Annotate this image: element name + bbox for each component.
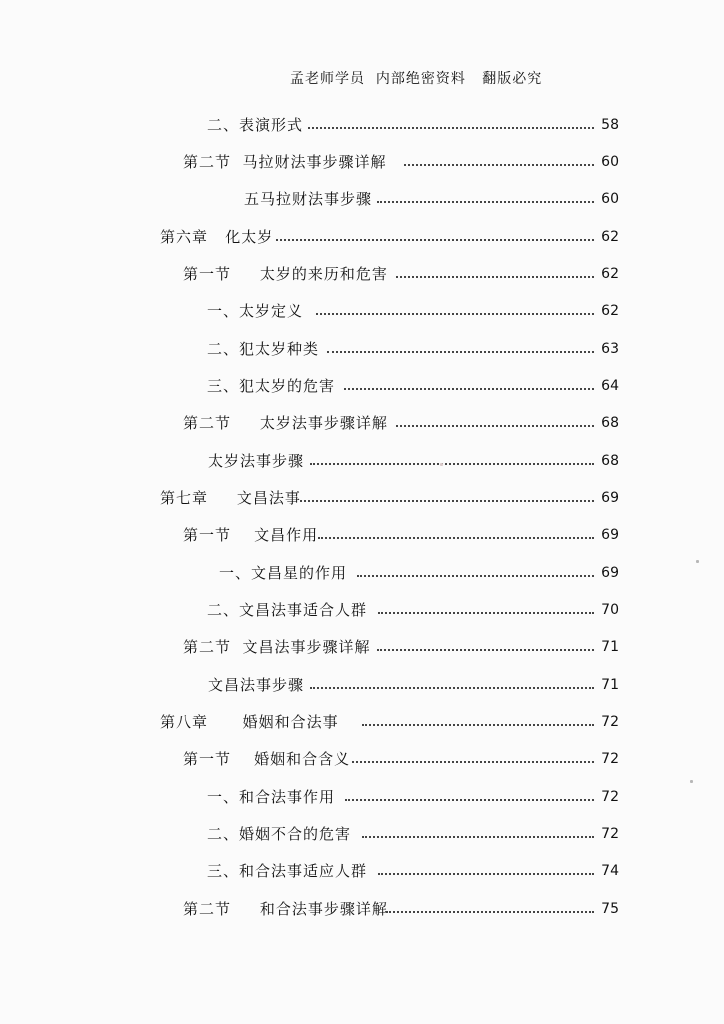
toc-entry[interactable]	[0, 449, 724, 473]
toc-entry-label: 第二节 文昌法事步骤详解	[183, 638, 371, 656]
toc-entry[interactable]	[0, 710, 724, 734]
toc-entry[interactable]	[0, 486, 724, 510]
toc-page-number: 62	[601, 229, 619, 245]
toc-page-number: 71	[601, 677, 619, 693]
toc-entry[interactable]	[0, 785, 724, 809]
toc-leader	[357, 575, 594, 577]
toc-entry[interactable]	[0, 747, 724, 771]
scan-speck	[440, 463, 443, 466]
toc-page-number: 68	[601, 453, 619, 469]
toc-page-number: 68	[601, 415, 619, 431]
toc-leader	[276, 239, 594, 241]
toc-leader	[310, 463, 594, 465]
toc-entry[interactable]	[0, 187, 724, 211]
toc-page-number: 60	[601, 191, 619, 207]
toc-page-number: 71	[601, 639, 619, 655]
toc-leader	[404, 164, 594, 166]
toc-leader	[308, 127, 594, 129]
toc-leader	[362, 724, 594, 726]
toc-entry-label: 太岁法事步骤	[208, 452, 305, 470]
toc-entry-label: 五马拉财法事步骤	[244, 190, 373, 208]
toc-leader	[386, 911, 594, 913]
toc-page-number: 64	[601, 378, 619, 394]
header-text: 孟老师学员 内部绝密资料 翻版必究	[290, 71, 543, 87]
toc-page-number: 63	[601, 341, 619, 357]
toc-entry-label: 第八章 婚姻和合法事	[160, 713, 339, 731]
toc-entry-label: 第六章 化太岁	[160, 228, 274, 246]
toc-leader	[377, 649, 594, 651]
scan-speck	[690, 780, 693, 783]
toc-entry[interactable]	[0, 523, 724, 547]
toc-page-number: 72	[601, 826, 619, 842]
toc-entry-label: 第二节 马拉财法事步骤详解	[183, 153, 387, 171]
toc-page-number: 72	[601, 714, 619, 730]
toc-page-number: 70	[601, 602, 619, 618]
toc-entry[interactable]	[0, 635, 724, 659]
toc-page-number: 60	[601, 154, 619, 170]
toc-entry-label: 一、文昌星的作用	[219, 564, 348, 582]
toc-leader	[378, 612, 594, 614]
toc-entry[interactable]	[0, 598, 724, 622]
toc-entry[interactable]	[0, 113, 724, 137]
toc-entry[interactable]	[0, 262, 724, 286]
toc-entry-label: 二、表演形式	[207, 116, 304, 134]
toc-leader	[327, 351, 594, 353]
toc-entry[interactable]	[0, 337, 724, 361]
toc-entry[interactable]	[0, 225, 724, 249]
toc-leader	[300, 500, 594, 502]
toc-leader	[378, 873, 594, 875]
toc-entry-label: 第一节 太岁的来历和危害	[183, 265, 388, 283]
toc-entry-label: 一、和合法事作用	[207, 788, 336, 806]
toc-leader	[310, 687, 594, 689]
toc-entry[interactable]	[0, 411, 724, 435]
toc-entry-label: 第二节 太岁法事步骤详解	[183, 414, 388, 432]
toc-page-number: 75	[601, 901, 619, 917]
toc-entry[interactable]	[0, 673, 724, 697]
scan-speck	[696, 560, 699, 563]
toc-leader	[396, 425, 594, 427]
toc-entry-label: 第二节 和合法事步骤详解	[183, 900, 388, 918]
toc-page-number: 69	[601, 565, 619, 581]
toc-leader	[377, 201, 594, 203]
toc-leader	[352, 761, 594, 763]
toc-leader	[345, 799, 594, 801]
toc-page-number: 62	[601, 266, 619, 282]
toc-page-number: 58	[601, 117, 619, 133]
toc-entry-label: 第一节 文昌作用	[183, 526, 319, 544]
toc-page-number: 69	[601, 490, 619, 506]
toc-page-number: 69	[601, 527, 619, 543]
toc-entry-label: 二、犯太岁种类	[207, 340, 320, 358]
toc-entry-label: 三、和合法事适应人群	[207, 862, 368, 880]
toc-entry-label: 三、犯太岁的危害	[207, 377, 336, 395]
toc-entry-label: 文昌法事步骤	[208, 676, 305, 694]
toc-entry[interactable]	[0, 150, 724, 174]
toc-entry-label: 第一节 婚姻和合含义	[183, 750, 351, 768]
toc-entry[interactable]	[0, 859, 724, 883]
toc-leader	[318, 537, 594, 539]
toc-entry[interactable]	[0, 374, 724, 398]
toc-leader	[316, 313, 594, 315]
toc-leader	[362, 836, 594, 838]
toc-page-number: 62	[601, 303, 619, 319]
toc-page-number: 74	[601, 863, 619, 879]
toc-entry[interactable]	[0, 822, 724, 846]
toc-entry[interactable]	[0, 897, 724, 921]
toc-entry-label: 二、文昌法事适合人群	[207, 601, 368, 619]
toc-leader	[396, 276, 594, 278]
toc-entry[interactable]	[0, 561, 724, 585]
toc-entry-label: 一、太岁定义	[207, 302, 304, 320]
toc-leader	[344, 388, 594, 390]
toc-entry[interactable]	[0, 299, 724, 323]
toc-page-number: 72	[601, 789, 619, 805]
toc-page-number: 72	[601, 751, 619, 767]
toc-entry-label: 二、婚姻不合的危害	[207, 825, 352, 843]
toc-entry-label: 第七章 文昌法事	[160, 489, 301, 507]
